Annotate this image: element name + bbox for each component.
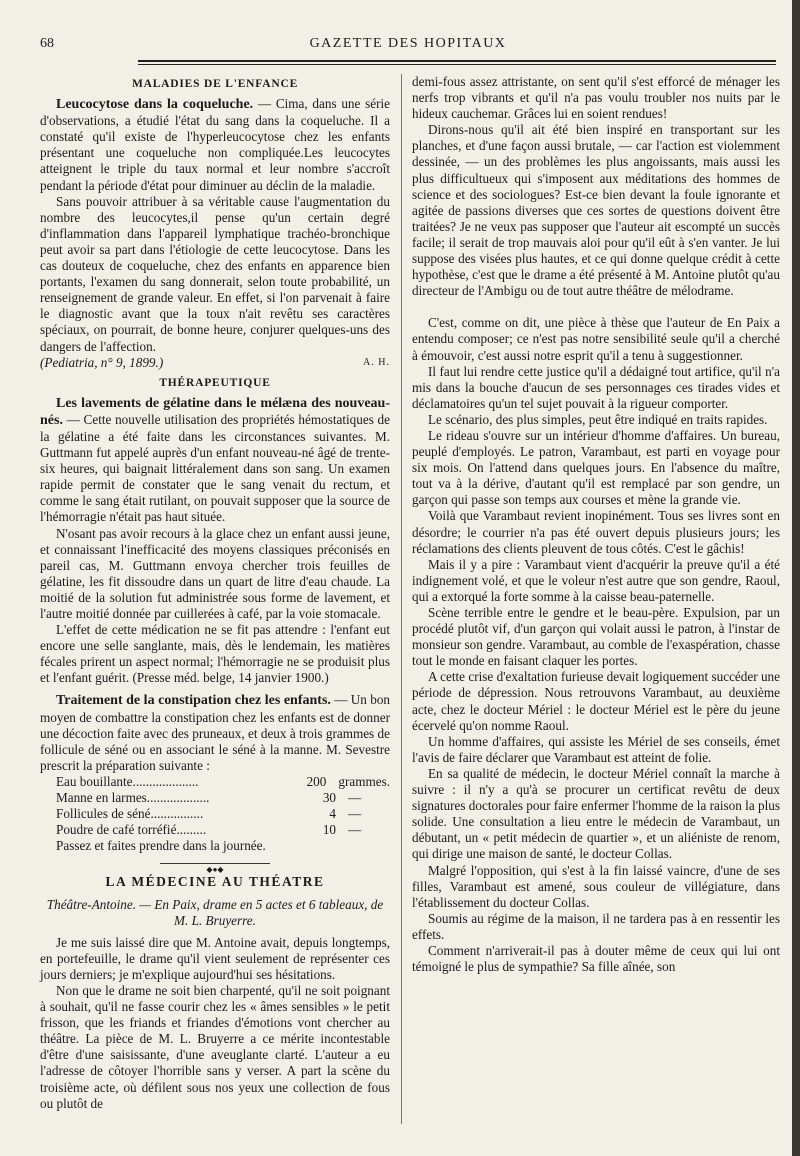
paragraph: Il faut lui rendre cette justice qu'il a dédaigné tout artifice, qu'il n'a mis dans la bouche d'aucun de ses personnages ces tirades vides et déclamatoires qu'un tel sujet pouvait à la rigueur comporter. — [412, 363, 780, 411]
section-heading-enfance: MALADIES DE L'ENFANCE — [131, 78, 299, 90]
recipe-unit: — — [348, 790, 362, 806]
article-title: Leucocytose dans la coqueluche. — [56, 97, 254, 113]
citation: (Pediatria, n° 9, 1899.) — [40, 354, 164, 370]
recipe-unit: — — [348, 806, 362, 822]
paragraph: Dirons-nous qu'il ait été bien inspiré en transportant sur les planches, et d'une façon aussi brutale, — car l'action est violemment dessinée, — un des problèmes les plus angoissants, mais aussi les plus difficultueux qui s'imposent aux méditations des hommes de science et des sociologues? Est-ce bien devant la foule ignorante et agitée de passions diverses que ces sortes de questions doivent être traitées? Je ne veux pas supposer que l'auteur ait escompté un succès facile; il serait de trop mauvais aloi pour qu'il eût à s'en vanter. Je lui suppose des visées plus hautes, et ce qui donne quelque crédit à cette hypothèse, c'est que le drame a été présenté à M. Antoine plutôt qu'au directeur de l'Ambigu ou de tout autre théâtre de mélodrame. — [412, 122, 780, 299]
paragraph: Le scénario, des plus simples, peut être indiqué en traits rapides. — [428, 411, 768, 427]
recipe-row — [40, 822, 390, 838]
article-constipation — [40, 692, 390, 773]
paragraph: L'effet de cette médication ne se fit pas attendre : l'enfant eut encore une selle sanglante, mais, dès le lendemain, les matières fécales prirent un aspect normal; l'hémorragie ne se produisit plus et l'enfant guérit. (Presse méd. belge, 14 janvier 1900.) — [40, 622, 390, 686]
paragraph: demi-fous assez attristante, on sent qu'il s'est efforcé de ménager les nerfs trop vibrants et qu'il n'a pas voulu troubler nos nuits par le hideux cauchemar. Grâces lui en soient rendues! — [412, 74, 780, 122]
paragraph: Comment n'arriverait-il pas à douter même de ceux qui lui ont témoigné le plus de sympathie? Sa fille aînée, son — [412, 942, 780, 975]
header-rule — [138, 60, 776, 62]
play-intro: Théâtre-Antoine. — En Paix, drame en 5 actes et 6 tableaux, de M. L. Bruyerre. — [46, 896, 384, 928]
spacer — [412, 299, 780, 315]
running-head: GAZETTE DES HOPITAUX — [309, 36, 507, 51]
left-column — [40, 74, 390, 1112]
recipe-qty: 10 — [322, 822, 336, 838]
right-column — [412, 74, 780, 975]
header-rule-thin — [138, 64, 776, 65]
article-title: Les lavements de gélatine dans le mélæna des nouveau-nés. — [40, 395, 390, 428]
paragraph: Un homme d'affaires, qui assiste les Mériel de ses conseils, émet l'avis de faire déclarer que Varambaut est atteint de folie. — [412, 733, 780, 765]
paragraph: Soumis au régime de la maison, il ne tardera pas à en ressentir les effets. — [412, 910, 780, 942]
author-signature: A. H. — [363, 356, 390, 368]
recipe-item: Follicules de séné................ — [56, 806, 204, 822]
paragraph: Sans pouvoir attribuer à sa véritable cause l'augmentation du nombre des leucocytes,il pense qu'un certain degré d'inflammation dans l'appareil lymphatique trachéo-bronchique peut avoir sa part dans l'étiologie de cette leucocytose. Dans les cas douteux de coqueluche, chez des enfants en apparence bien portants, l'examen du sang donnerait, selon toute probabilité, un renseignement de grande valeur. En effet, si l'on parvenait à faire le diagnostic avant que la toux n'ait revêtu ses caractères spéciaux, on pourrait, de bonne heure, conjurer quelques-uns des dangers de l'affection. — [40, 193, 390, 354]
recipe-item: Manne en larmes................... — [56, 790, 210, 806]
recipe-list — [40, 774, 390, 838]
paragraph: Non que le drame ne soit bien charpenté, qu'il ne soit poignant à souhait, qu'il ne fasse courir chez les « âmes sensibles » le petit frisson, que les friands et friandes d'émotions vont chercher au théâtre. La pièce de M. L. Bruyerre a ce mérite incontestable d'être d'une saisissante, d'une aveuglante clarté. L'auteur a eu l'adresse de côtoyer l'horrible sans y verser. A part la scène du troisième acte, où défilent sous nos yeux une collection de fous ou plutôt de — [40, 982, 390, 1111]
paragraph: — Un bon moyen de combattre la constipation chez les enfants est de donner une décoction faite avec des pruneaux, et deux à trois grammes de follicule de séné ou en associant le séné à la manne. M. Sevestre prescrit la préparation suivante : — [40, 692, 391, 773]
ornament-divider: ◆●◆ — [40, 860, 390, 866]
paragraph: N'osant pas avoir recours à la glace chez un enfant aussi jeune, et connaissant l'inefficacité des moyens classiques préconisés en pareil cas, M. Guttmann envoya chercher trois feuilles de gélatine, les fit dissoudre dans un quart de litre d'eau chaude. La moitié de la solution fut administrée sous forme de lavement, et l'autre moitié donnée par cuillerées à café, par la voie stomacale. — [40, 525, 390, 621]
article-leucocytose — [40, 96, 390, 194]
paragraph: Mais il y a pire : Varambaut vient d'acquérir la preuve qu'il a été indignement volé, et que le voleur n'est autre que son gendre, Raoul, qui a extorqué la forte somme à la caisse beau-paternelle. — [412, 556, 780, 604]
article-title: Traitement de la constipation chez les enfants. — [56, 693, 331, 709]
section-heading-therapeutique: THÉRAPEUTIQUE — [159, 376, 271, 389]
paragraph: Passez et faites prendre dans la journée. — [56, 838, 266, 854]
paragraph: C'est, comme on dit, une pièce à thèse que l'auteur de En Paix a entendu composer; ce n'est pas notre sensibilité seule qu'il a cherché à émouvoir, c'est aussi notre esprit qu'il a tenu à suggestionner. — [412, 315, 780, 363]
page-edge — [792, 0, 800, 1156]
recipe-row — [40, 774, 390, 790]
paragraph: — Cima, dans une série d'observations, a étudié l'état du sang dans la coqueluche. Il a constaté qu'il existe de l'hyperleucocytose chez les enfants présentant une coqueluche non compliquée.Les leucocytes atteignent le triple du taux normal et leur nombre s'accroît pendant la période d'état pour diminuer au déclin de la maladie. — [40, 96, 390, 193]
recipe-item: Eau bouillante.................... — [56, 773, 199, 789]
paragraph: Voilà que Varambaut revient inopinément. Tous ses livres sont en désordre; le courrier n'a pas été ouvert depuis plusieurs jours; les réclamations des clients pleuvent de tous côtés. C'est le gâchis! — [412, 508, 780, 556]
paragraph: Scène terrible entre le gendre et le beau-père. Expulsion, par un procédé plutôt vif, d'un garçon qui volait aussi le patron, à l'instar de monsieur son gendre. Varambaut, au comble de l'exaspération, chasse tout le monde en faisant claquer les portes. — [412, 605, 780, 669]
recipe-item: Poudre de café torréfié......... — [56, 822, 207, 838]
paragraph: En sa qualité de médecin, le docteur Mériel connaît la marche à suivre : il n'y a qu'à se procurer un certificat revêtu de deux signatures doctorales pour faire enfermer l'homme de la raison la plus solide. Une consultation a lieu entre le médecin de Varambaut, un débutant, un « petit médecin de quartier », et un aliéniste de renom, qui dirige une maison de santé, le docteur Collas. — [412, 765, 780, 862]
recipe-unit: — — [348, 822, 362, 838]
recipe-qty: 200 — [306, 773, 327, 789]
recipe-qty: 30 — [322, 790, 336, 806]
paragraph: Je me suis laissé dire que M. Antoine avait, depuis longtemps, en portefeuille, le drame qu'il vient seulement de représenter ces jours derniers; je m'explique aujourd'hui ses hésitations. — [40, 934, 390, 982]
recipe-row — [40, 806, 390, 822]
column-divider — [401, 74, 402, 1124]
paragraph: Malgré l'opposition, qui s'est à la fin laissé vaincre, d'une de ses filles, Varambaut est amené, sous couleur de villégiature, dans l'établissement du docteur Collas. — [412, 862, 780, 910]
recipe-unit: grammes. — [338, 773, 390, 789]
article-gelatine — [40, 395, 390, 526]
page-header — [40, 36, 776, 56]
paragraph: — Cette nouvelle utilisation des propriétés hémostatiques de la gélatine a été faite dans les circonstances suivantes. M. Guttmann fut appelé auprès d'un enfant nouveau-né âgé de trente-six heures, qui baignait littéralement dans son sang. Un examen rapide permit de constater que le sang venait du rectum, et comme le sang était rutilant, on pouvait supposer que la source de l'hémorragie n'était pas haut située. — [40, 411, 390, 525]
reference-line — [40, 355, 390, 371]
section-heading-theatre: LA MÉDECINE AU THÉATRE — [105, 874, 325, 890]
paragraph: Le rideau s'ouvre sur un intérieur d'homme d'affaires. Un bureau, peuplé d'employés. Le patron, Varambaut, est parti en voyage pour six mois. On l'attend dans quelques jours. En l'absence du maître, tout va à la dérive, d'autant qu'il est remplacé par son gendre, un garçon qui passe son temps aux courses et mène la grande vie. — [412, 427, 780, 508]
paragraph: A cette crise d'exaltation furieuse devait logiquement succéder une période de dépression. Nous retrouvons Varambaut, au deuxième acte, chez le docteur Mériel : le docteur Mériel est le père du jeune écervelé qu'on nomme Raoul. — [412, 669, 780, 733]
recipe-qty: 4 — [329, 806, 336, 822]
page-number: 68 — [40, 36, 54, 51]
recipe-row — [40, 790, 390, 806]
